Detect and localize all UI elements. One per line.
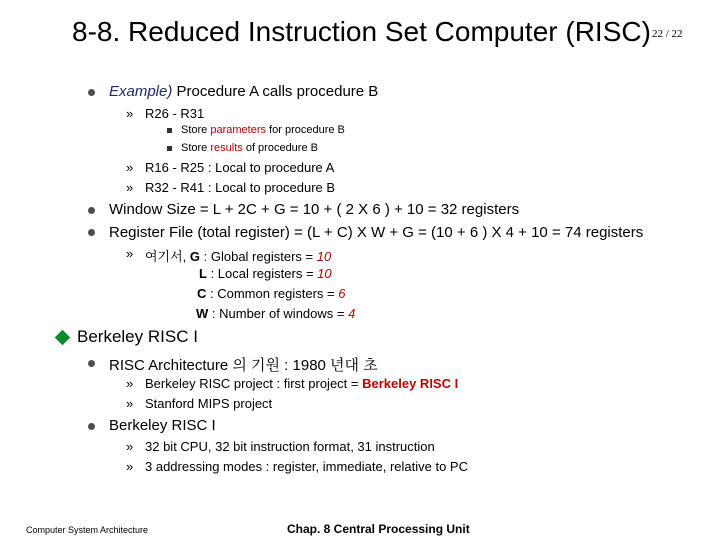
raquo-icon: » xyxy=(126,106,134,121)
berkeley-project-line: Berkeley RISC project : first project = Berkeley RISC I xyxy=(145,376,459,391)
raquo-icon: » xyxy=(126,459,134,474)
bullet-dot-icon xyxy=(88,423,95,430)
results-highlight: results xyxy=(210,142,243,154)
raquo-icon: » xyxy=(126,246,134,261)
bullet-dot-icon xyxy=(88,360,95,367)
slide-title: 8-8. Reduced Instruction Set Computer (RISC) xyxy=(72,16,651,47)
window-size-line: Window Size = L + 2C + G = 10 + ( 2 X 6 ) + 10 = 32 registers xyxy=(109,201,520,218)
raquo-icon: » xyxy=(126,376,134,391)
berkeley-project-highlight: Berkeley RISC I xyxy=(362,376,459,391)
raquo-icon: » xyxy=(126,160,134,175)
r16-line: R16 - R25 : Local to procedure A xyxy=(145,160,335,175)
example-text: Procedure A calls procedure B xyxy=(172,83,379,100)
def-g-line: 여기서, G : Global registers = 10 xyxy=(145,249,332,264)
cpu-line: 32 bit CPU, 32 bit instruction format, 31 instruction xyxy=(145,439,435,454)
r32-line: R32 - R41 : Local to procedure B xyxy=(145,180,336,195)
example-line xyxy=(109,83,378,100)
def-l-line: L : Local registers = 10 xyxy=(199,266,332,281)
raquo-icon: » xyxy=(126,396,134,411)
bullet-dot-icon xyxy=(88,89,95,96)
raquo-icon: » xyxy=(126,180,134,195)
r26-line: R26 - R31 xyxy=(145,106,205,121)
footer-course: Computer System Architecture xyxy=(26,525,149,535)
def-c-line: C : Common registers = 6 xyxy=(197,286,346,301)
def-w-line: W : Number of windows = 4 xyxy=(196,306,356,321)
stanford-line: Stanford MIPS project xyxy=(145,396,273,411)
example-label: Example) xyxy=(109,83,173,100)
raquo-icon: » xyxy=(126,439,134,454)
berkeley-risc-line: Berkeley RISC I xyxy=(109,417,216,434)
results-line: Store results of procedure B xyxy=(181,142,318,154)
page-number: 22 / 22 xyxy=(652,28,683,40)
addressing-line: 3 addressing modes : register, immediate, relative to PC xyxy=(145,459,468,474)
square-bullet-icon xyxy=(167,128,172,133)
berkeley-heading: Berkeley RISC I xyxy=(77,327,198,346)
green-diamond-icon xyxy=(55,330,71,346)
params-line: Store parameters for procedure B xyxy=(181,124,345,136)
bullet-dot-icon xyxy=(88,229,95,236)
register-file-line: Register File (total register) = (L + C) X W + G = (10 + 6 ) X 4 + 10 = 74 registers xyxy=(109,224,644,241)
bullet-dot-icon xyxy=(88,207,95,214)
square-bullet-icon xyxy=(167,146,172,151)
risc-arch-line: RISC Architecture 의 기원 : 1980 년대 초 xyxy=(109,357,378,374)
params-highlight: parameters xyxy=(210,124,266,136)
footer-chapter: Chap. 8 Central Processing Unit xyxy=(287,522,470,536)
